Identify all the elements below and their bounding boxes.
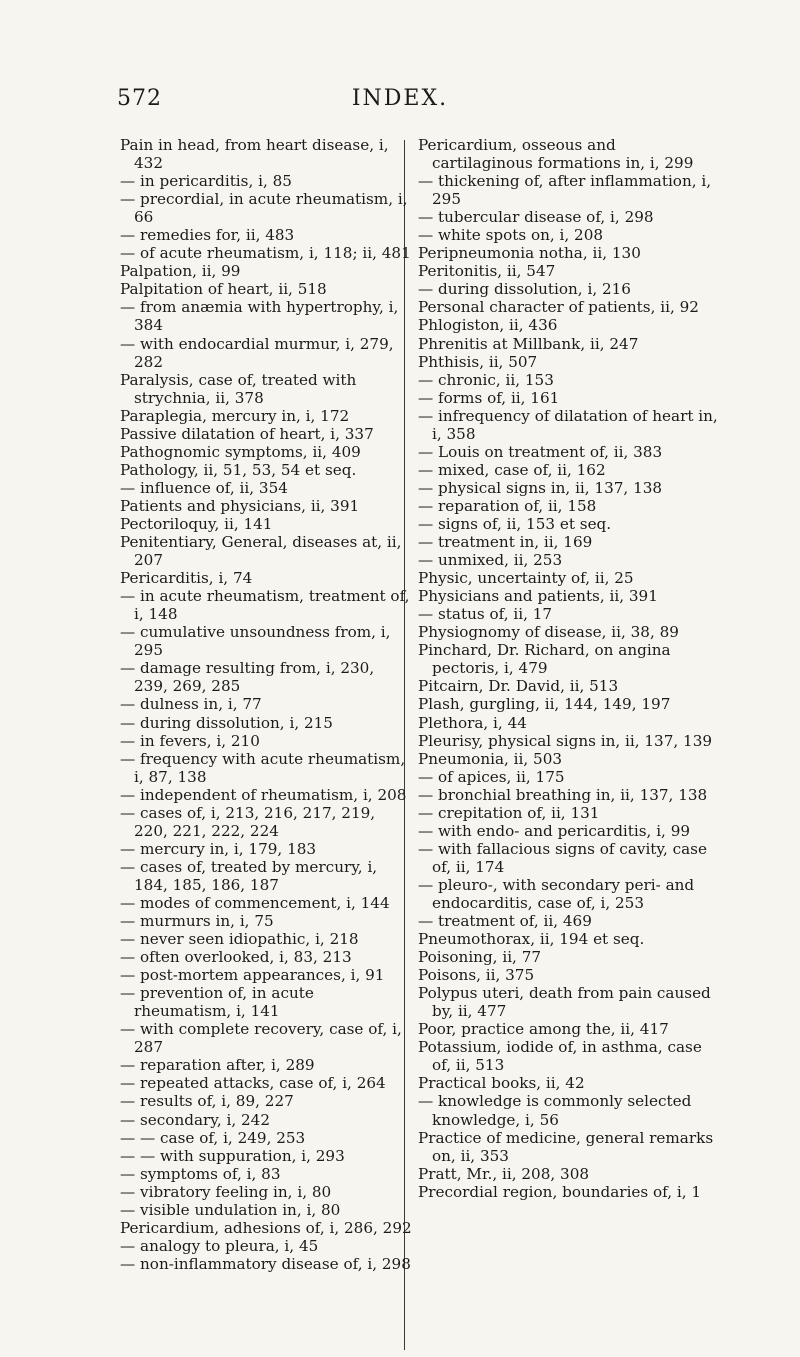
index-column-right <box>418 136 718 1201</box>
index-entry: Pratt, Mr., ii, 208, 308 <box>418 1164 590 1183</box>
index-entry: — in acute rheumatism, treatment of, i, 148 <box>120 587 410 624</box>
index-entry: Palpation, ii, 99 <box>120 262 241 281</box>
index-entry: — Louis on treatment of, ii, 383 <box>418 442 663 461</box>
page-header <box>0 86 800 126</box>
index-entry: Poisons, ii, 375 <box>418 966 535 985</box>
index-entry: — physical signs in, ii, 137, 138 <box>418 478 663 497</box>
index-entry: — cases of, i, 213, 216, 217, 219, 220, 221, 222, 224 <box>120 803 376 840</box>
index-entry: — status of, ii, 17 <box>418 605 553 624</box>
index-entry: — murmurs in, i, 75 <box>120 912 274 931</box>
index-entry: Pericarditis, i, 74 <box>120 569 253 588</box>
index-entry: — results of, i, 89, 227 <box>120 1092 294 1111</box>
index-entry: Plethora, i, 44 <box>418 713 527 732</box>
index-entry: — — case of, i, 249, 253 <box>120 1128 306 1147</box>
index-entry: — cumulative unsoundness from, i, 295 <box>120 623 391 660</box>
index-entry: Pathology, ii, 51, 53, 54 et seq. <box>120 460 357 479</box>
index-entry: — symptoms of, i, 83 <box>120 1164 281 1183</box>
index-entry: — analogy to pleura, i, 45 <box>120 1236 319 1255</box>
index-entry: — damage resulting from, i, 230, 239, 269, 285 <box>120 659 375 696</box>
index-entry: Physic, uncertainty of, ii, 25 <box>418 569 634 588</box>
index-entry: — post-mortem appearances, i, 91 <box>120 966 385 985</box>
index-entry: — vibratory feeling in, i, 80 <box>120 1182 332 1201</box>
index-entry: — mercury in, i, 179, 183 <box>120 839 317 858</box>
index-entry: — with endo- and pericarditis, i, 99 <box>418 821 691 840</box>
index-entry: — with fallacious signs of cavity, case of, ii, 174 <box>418 839 707 876</box>
index-entry: Pain in head, from heart disease, i, 432 <box>120 136 389 173</box>
index-entry: Pericardium, adhesions of, i, 286, 292 <box>120 1218 412 1237</box>
index-entry: Peripneumonia notha, ii, 130 <box>418 244 641 263</box>
index-entry: — of apices, ii, 175 <box>418 767 565 786</box>
index-entry: — prevention of, in acute rheumatism, i, 141 <box>120 984 314 1021</box>
index-entry: Paraplegia, mercury in, i, 172 <box>120 406 350 425</box>
index-entry: — in pericarditis, i, 85 <box>120 172 292 191</box>
index-entry: — during dissolution, i, 216 <box>418 280 631 299</box>
index-entry: — — with suppuration, i, 293 <box>120 1146 345 1165</box>
index-entry: Precordial region, boundaries of, i, 1 <box>418 1182 702 1201</box>
index-entry: Practice of medicine, general remarks on, ii, 353 <box>418 1128 714 1165</box>
index-entry: Practical books, ii, 42 <box>418 1074 585 1093</box>
index-entry: Pectoriloquy, ii, 141 <box>120 514 273 533</box>
index-entry: — treatment in, ii, 169 <box>418 533 593 552</box>
index-entry: — bronchial breathing in, ii, 137, 138 <box>418 785 708 804</box>
index-entry: Physiognomy of disease, ii, 38, 89 <box>418 623 679 642</box>
index-entry: Pneumothorax, ii, 194 et seq. <box>418 930 645 949</box>
index-entry: — reparation of, ii, 158 <box>418 496 597 515</box>
index-entry: Penitentiary, General, diseases at, ii, 207 <box>120 533 402 570</box>
index-entry: — frequency with acute rheumatism, i, 87, 138 <box>120 749 406 786</box>
index-entry: — white spots on, i, 208 <box>418 226 604 245</box>
index-entry: Patients and physicians, ii, 391 <box>120 496 360 515</box>
index-entry: — independent of rheumatism, i, 208 <box>120 785 407 804</box>
index-entry: — with complete recovery, case of, i, 287 <box>120 1020 402 1057</box>
index-entry: — precordial, in acute rheumatism, i, 66 <box>120 190 408 227</box>
index-entry: — crepitation of, ii, 131 <box>418 803 600 822</box>
index-entry: Pericardium, osseous and cartilaginous formations in, i, 299 <box>418 136 694 173</box>
index-entry: Poisoning, ii, 77 <box>418 948 542 967</box>
index-entry: Physicians and patients, ii, 391 <box>418 587 658 606</box>
index-entry: Peritonitis, ii, 547 <box>418 262 556 281</box>
index-entry: Palpitation of heart, ii, 518 <box>120 280 327 299</box>
page-number: 572 <box>117 86 162 111</box>
index-entry: Passive dilatation of heart, i, 337 <box>120 424 374 443</box>
index-column-left <box>120 136 412 1273</box>
index-entry: — from anæmia with hypertrophy, i, 384 <box>120 298 399 335</box>
index-entry: — treatment of, ii, 469 <box>418 912 592 931</box>
index-entry: — forms of, ii, 161 <box>418 388 560 407</box>
index-entry: Pitcairn, Dr. David, ii, 513 <box>418 677 619 696</box>
index-entry: Phrenitis at Millbank, ii, 247 <box>418 334 639 353</box>
index-entry: — never seen idiopathic, i, 218 <box>120 930 359 949</box>
index-entry: — of acute rheumatism, i, 118; ii, 481 <box>120 244 411 263</box>
index-entry: — with endocardial murmur, i, 279, 282 <box>120 334 394 371</box>
index-entry: — remedies for, ii, 483 <box>120 226 295 245</box>
index-entry: — unmixed, ii, 253 <box>418 551 563 570</box>
index-entry: Pathognomic symptoms, ii, 409 <box>120 442 361 461</box>
index-entry: — reparation after, i, 289 <box>120 1056 315 1075</box>
index-entry: — dulness in, i, 77 <box>120 695 262 714</box>
index-entry: — non-inflammatory disease of, i, 298 <box>120 1254 411 1273</box>
index-entry: Poor, practice among the, ii, 417 <box>418 1020 669 1039</box>
index-entry: Polypus uteri, death from pain caused by, ii, 477 <box>418 984 711 1021</box>
index-entry: — during dissolution, i, 215 <box>120 713 333 732</box>
index-entry: — mixed, case of, ii, 162 <box>418 460 606 479</box>
index-entry: Pinchard, Dr. Richard, on angina pectoris, i, 479 <box>418 641 671 678</box>
index-entry: — pleuro-, with secondary peri- and endocarditis, case of, i, 253 <box>418 875 695 912</box>
index-entry: — tubercular disease of, i, 298 <box>418 208 654 227</box>
index-entry: — thickening of, after inflammation, i, 295 <box>418 172 712 209</box>
index-entry: — visible undulation in, i, 80 <box>120 1200 341 1219</box>
index-entry: — cases of, treated by mercury, i, 184, 185, 186, 187 <box>120 857 378 894</box>
index-entry: — infrequency of dilatation of heart in, i, 358 <box>418 406 718 443</box>
index-entry: Pleurisy, physical signs in, ii, 137, 139 <box>418 731 713 750</box>
index-entry: — influence of, ii, 354 <box>120 478 288 497</box>
index-entry: Plash, gurgling, ii, 144, 149, 197 <box>418 695 671 714</box>
index-entry: — often overlooked, i, 83, 213 <box>120 948 352 967</box>
running-head-title: INDEX. <box>351 86 449 111</box>
index-entry: Potassium, iodide of, in asthma, case of, ii, 513 <box>418 1038 702 1075</box>
index-entry: — modes of commencement, i, 144 <box>120 893 390 912</box>
index-entry: — signs of, ii, 153 et seq. <box>418 514 612 533</box>
index-entry: Pneumonia, ii, 503 <box>418 749 563 768</box>
index-entry: — knowledge is commonly selected knowledge, i, 56 <box>418 1092 692 1129</box>
index-entry: — chronic, ii, 153 <box>418 370 554 389</box>
index-entry: — secondary, i, 242 <box>120 1110 270 1129</box>
index-entry: — in fevers, i, 210 <box>120 731 260 750</box>
index-entry: — repeated attacks, case of, i, 264 <box>120 1074 386 1093</box>
index-entry: Phlogiston, ii, 436 <box>418 316 558 335</box>
index-entry: Paralysis, case of, treated with strychnia, ii, 378 <box>120 370 357 407</box>
index-entry: Personal character of patients, ii, 92 <box>418 298 699 317</box>
index-entry: Phthisis, ii, 507 <box>418 352 538 371</box>
